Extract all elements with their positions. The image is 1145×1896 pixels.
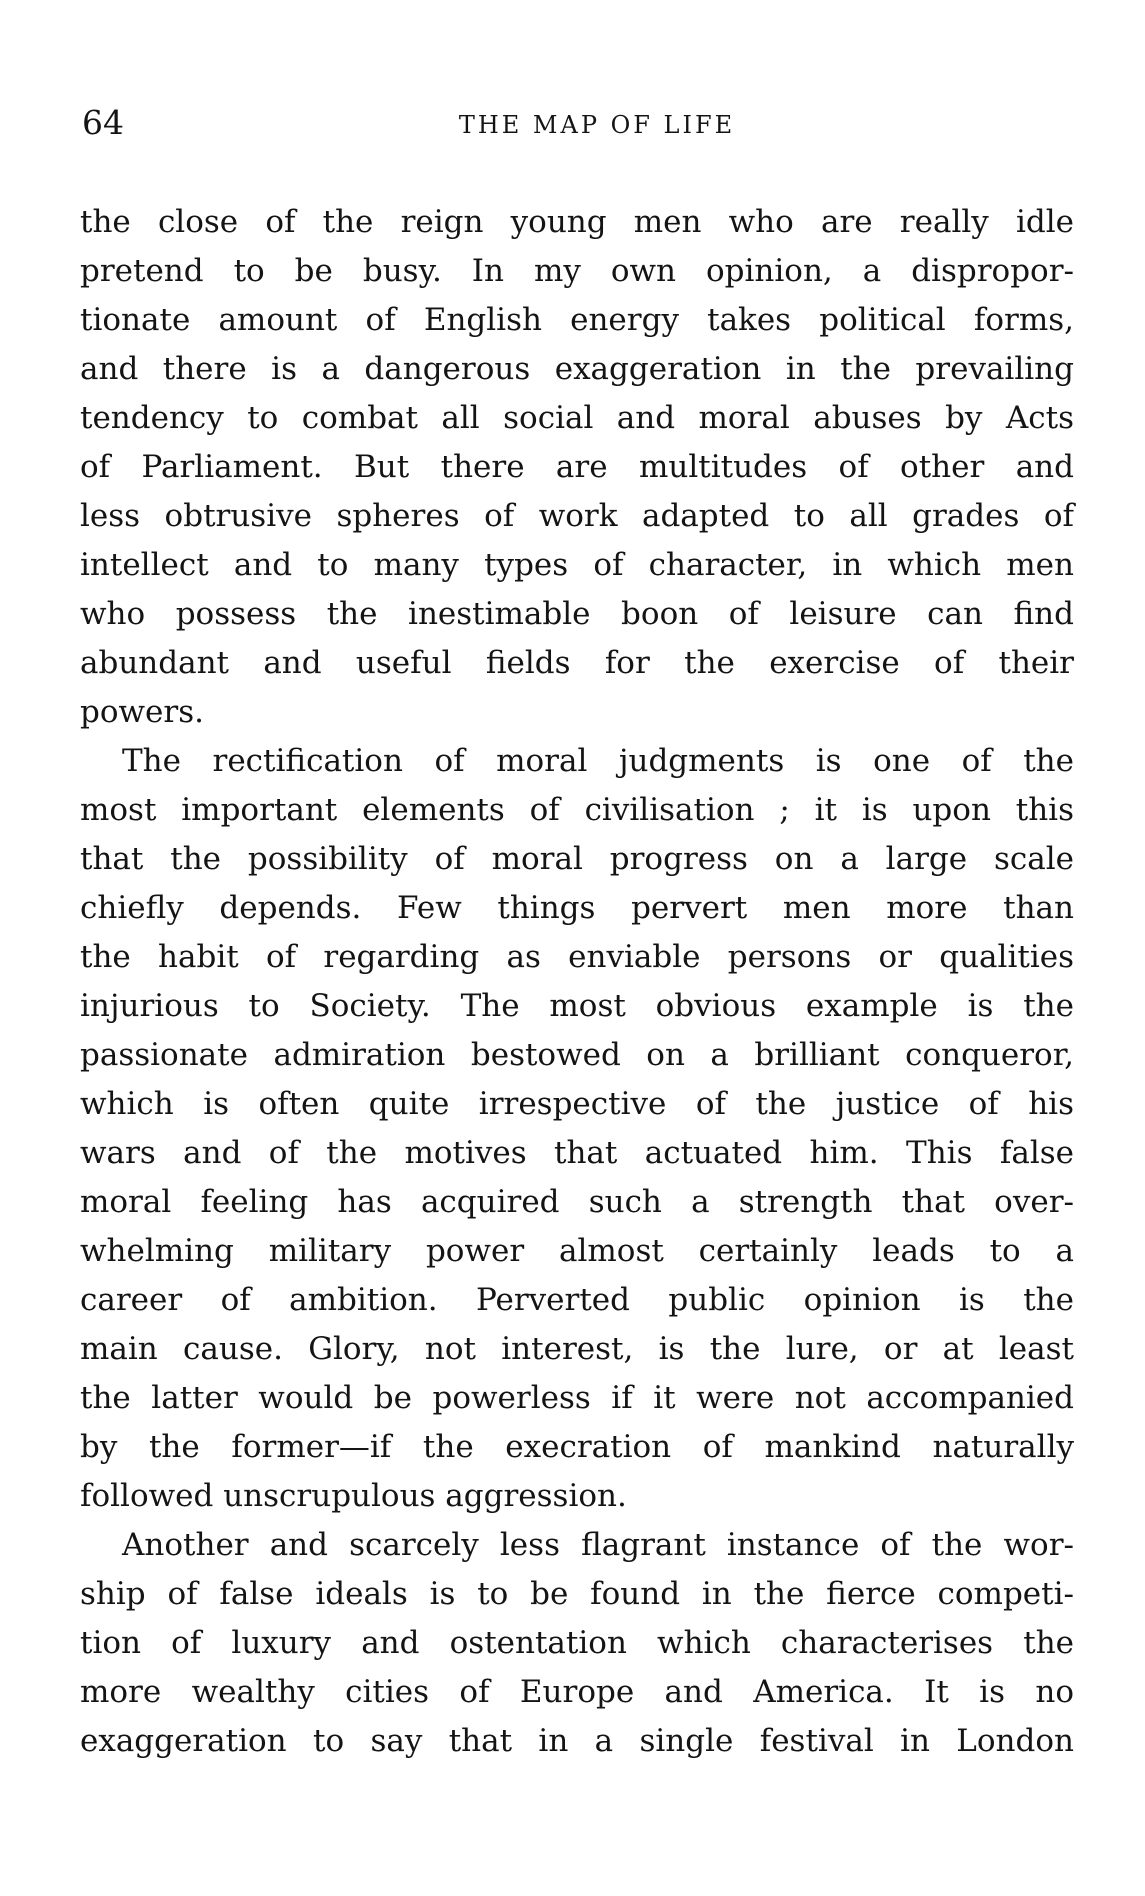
text-line: whelming military power almost certainly leads to a: [80, 1233, 1074, 1269]
text-line: and there is a dangerous exaggeration in the prevailing: [80, 351, 1074, 387]
text-line: passionate admiration bestowed on a brilliant conqueror,: [80, 1037, 1074, 1073]
paragraph-1: [80, 198, 1074, 737]
text-line: the habit of regarding as enviable persons or qualities: [80, 939, 1074, 975]
text-line: Another and scarcely less flagrant instance of the wor-: [122, 1527, 1074, 1563]
text-line: the close of the reign young men who are really idle: [80, 204, 1074, 240]
text-line: of Parliament. But there are multitudes of other and: [80, 449, 1074, 485]
paragraph-3: [80, 1521, 1074, 1766]
running-head: [82, 100, 1072, 146]
text-line: moral feeling has acquired such a strength that over-: [80, 1184, 1074, 1220]
text-line: that the possibility of moral progress on a large scale: [80, 841, 1074, 877]
text-line: tendency to combat all social and moral abuses by Acts: [80, 400, 1074, 436]
text-line: who possess the inestimable boon of leisure can find: [80, 596, 1074, 632]
text-line: tion of luxury and ostentation which characterises the: [80, 1625, 1074, 1661]
text-line: by the former—if the execration of mankind naturally: [80, 1429, 1074, 1465]
text-line: more wealthy cities of Europe and America. It is no: [80, 1674, 1074, 1710]
page-number: 64: [82, 103, 124, 142]
text-line: tionate amount of English energy takes political forms,: [80, 302, 1074, 338]
text-line: main cause. Glory, not interest, is the lure, or at least: [80, 1331, 1074, 1367]
text-line: followed unscrupulous aggression.: [80, 1478, 627, 1514]
text-line: wars and of the motives that actuated him. This false: [80, 1135, 1074, 1171]
text-line: the latter would be powerless if it were not accompanied: [80, 1380, 1074, 1416]
text-line: intellect and to many types of character, in which men: [80, 547, 1074, 583]
text-line: exaggeration to say that in a single festival in London: [80, 1723, 1074, 1759]
text-line: less obtrusive spheres of work adapted to all grades of: [80, 498, 1074, 534]
paragraph-2: [80, 737, 1074, 1521]
text-line: injurious to Society. The most obvious example is the: [80, 988, 1074, 1024]
text-line: career of ambition. Perverted public opinion is the: [80, 1282, 1074, 1318]
text-line: chiefly depends. Few things pervert men more than: [80, 890, 1074, 926]
text-line: most important elements of civilisation ; it is upon this: [80, 792, 1074, 828]
body-text: [80, 198, 1074, 1766]
text-line: The rectification of moral judgments is one of the: [122, 743, 1074, 779]
text-line: which is often quite irrespective of the justice of his: [80, 1086, 1074, 1122]
text-line: pretend to be busy. In my own opinion, a dispropor-: [80, 253, 1074, 289]
text-line: ship of false ideals is to be found in the fierce competi-: [80, 1576, 1074, 1612]
text-line: abundant and useful fields for the exercise of their: [80, 645, 1074, 681]
running-title: THE MAP OF LIFE: [458, 111, 736, 139]
text-line: powers.: [80, 694, 204, 730]
